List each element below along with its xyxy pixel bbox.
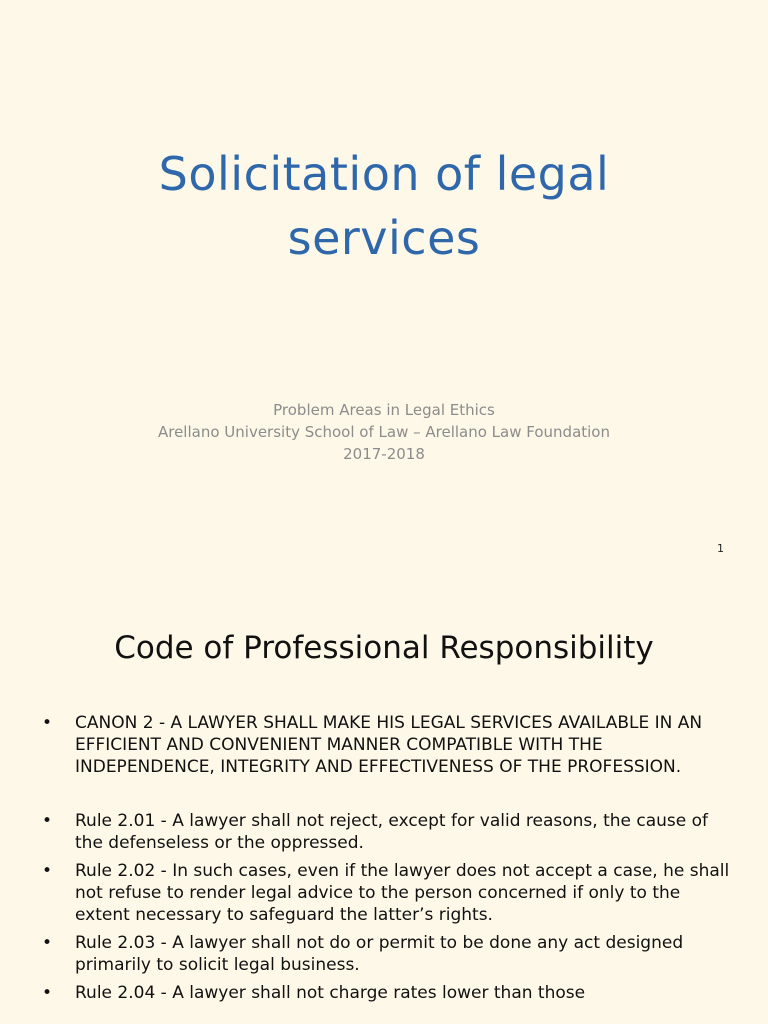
bullet-text: Rule 2.03 - A lawyer shall not do or permit to be done any act designed primarily to solicit legal business. bbox=[75, 933, 684, 975]
subtitle-school: Arellano University School of Law – Arellano Law Foundation bbox=[157, 423, 610, 441]
bullet-text: Rule 2.01 - A lawyer shall not reject, except for valid reasons, the cause of the defenseless or the oppressed. bbox=[75, 811, 709, 853]
bullet-text: Rule 2.04 - A lawyer shall not charge rates lower than those bbox=[75, 983, 586, 1003]
list-item bbox=[40, 712, 730, 778]
bullet-list bbox=[40, 712, 730, 1010]
bullet-text: CANON 2 - A LAWYER SHALL MAKE HIS LEGAL SERVICES AVAILABLE IN AN EFFICIENT AND CONVENIENT MANNER COMPATIBLE WITH THE INDEPENDENCE, INTEGRITY AND EFFECTIVENESS OF THE PROFESSION. bbox=[75, 713, 703, 777]
slide-2 bbox=[0, 576, 768, 1024]
list-item bbox=[40, 810, 730, 854]
slide-title-line-1: Solicitation of legal bbox=[158, 147, 610, 201]
bullet-icon: • bbox=[42, 811, 53, 831]
bullet-icon: • bbox=[42, 861, 53, 881]
bullet-icon: • bbox=[42, 933, 53, 953]
slide-heading: Code of Professional Responsibility bbox=[114, 630, 654, 666]
list-item bbox=[40, 860, 730, 926]
page-number: 1 bbox=[717, 542, 724, 555]
list-item bbox=[40, 932, 730, 976]
slide-title-line-2: services bbox=[287, 211, 481, 265]
bullet-icon: • bbox=[42, 713, 53, 733]
list-item bbox=[40, 982, 730, 1004]
slide-subtitle bbox=[60, 399, 708, 465]
subtitle-year: 2017-2018 bbox=[343, 445, 425, 463]
bullet-icon: • bbox=[42, 983, 53, 1003]
slide-title bbox=[60, 142, 708, 270]
bullet-text: Rule 2.02 - In such cases, even if the lawyer does not accept a case, he shall not refuse to render legal advice to the person concerned if only to the extent necessary to safeguard the latter’s rights. bbox=[75, 861, 730, 925]
subtitle-course: Problem Areas in Legal Ethics bbox=[273, 401, 495, 419]
